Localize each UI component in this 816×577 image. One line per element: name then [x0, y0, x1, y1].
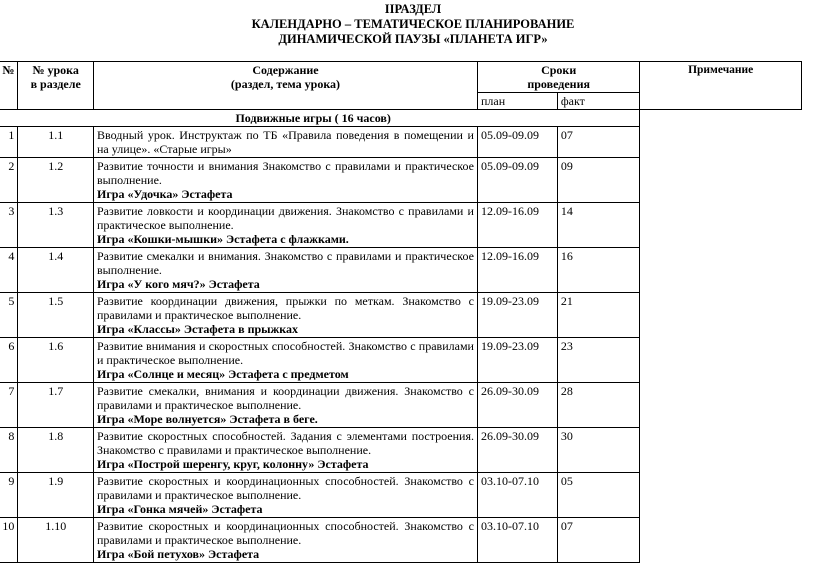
plan-dates: 26.09-30.09: [477, 383, 557, 428]
document-heading: [0, 2, 816, 47]
lesson-game: Игра «Бой петухов» Эстафета: [97, 547, 260, 561]
lesson-number: 1.9: [18, 473, 94, 518]
table-row: [0, 293, 802, 338]
table-row: [0, 248, 802, 293]
lesson-game: Игра «Построй шеренгу, круг, колонну» Эстафета: [97, 457, 369, 471]
fact-date: 07: [557, 127, 639, 158]
lesson-number: 1.6: [18, 338, 94, 383]
table-row: [0, 518, 802, 563]
table-row: [0, 158, 802, 203]
header-content: Содержание (раздел, тема урока): [94, 62, 478, 110]
lesson-plan-table: [0, 61, 802, 563]
plan-dates: 19.09-23.09: [477, 338, 557, 383]
lesson-content: [94, 383, 478, 428]
lesson-game: Игра «Солнце и месяц» Эстафета с предметом: [97, 367, 349, 381]
row-number: 10: [0, 518, 18, 563]
lesson-content: [94, 338, 478, 383]
header-num: №: [0, 62, 18, 110]
row-number: 4: [0, 248, 18, 293]
plan-dates: 12.09-16.09: [477, 248, 557, 293]
header-fact: факт: [557, 93, 639, 110]
header-terms: Сроки проведения: [477, 62, 639, 93]
table-row: [0, 473, 802, 518]
plan-dates: 03.10-07.10: [477, 518, 557, 563]
lesson-content: [94, 203, 478, 248]
table-row: [0, 338, 802, 383]
row-number: 1: [0, 127, 18, 158]
plan-dates: 05.09-09.09: [477, 158, 557, 203]
lesson-number: 1.7: [18, 383, 94, 428]
fact-date: 05: [557, 473, 639, 518]
lesson-game: Игра «Классы» Эстафета в прыжках: [97, 322, 298, 336]
section-row: [0, 110, 802, 127]
lesson-description: Развитие скоростных и координационных способностей. Знакомство с правилами и практическое выполнение.: [97, 474, 474, 502]
row-number: 2: [0, 158, 18, 203]
fact-date: 21: [557, 293, 639, 338]
header-lesson: № урока в разделе: [18, 62, 94, 110]
lesson-content: [94, 248, 478, 293]
fact-date: 14: [557, 203, 639, 248]
lesson-description: Развитие координации движения, прыжки по меткам. Знакомство с правилами и практическое выполнение.: [97, 294, 474, 322]
fact-date: 07: [557, 518, 639, 563]
lesson-number: 1.4: [18, 248, 94, 293]
header-note: Примечание: [640, 62, 802, 110]
lesson-number: 1.8: [18, 428, 94, 473]
lesson-description: Развитие скоростных и координационных способностей. Знакомство с правилами и практическое выполнение.: [97, 519, 474, 547]
lesson-number: 1.5: [18, 293, 94, 338]
lesson-content: [94, 428, 478, 473]
lesson-game: Игра «У кого мяч?» Эстафета: [97, 277, 260, 291]
lesson-number: 1.2: [18, 158, 94, 203]
plan-dates: 12.09-16.09: [477, 203, 557, 248]
lesson-description: Развитие смекалки и внимания. Знакомство с правилами и практическое выполнение.: [97, 249, 474, 277]
lesson-number: 1.3: [18, 203, 94, 248]
plan-dates: 26.09-30.09: [477, 428, 557, 473]
fact-date: 23: [557, 338, 639, 383]
heading-title: КАЛЕНДАРНО – ТЕМАТИЧЕСКОЕ ПЛАНИРОВАНИЕ: [251, 17, 575, 31]
lesson-content: [94, 158, 478, 203]
table-row: [0, 127, 802, 158]
lesson-content: [94, 473, 478, 518]
row-number: 8: [0, 428, 18, 473]
lesson-number: 1.1: [18, 127, 94, 158]
lesson-content: [94, 293, 478, 338]
table-row: [0, 203, 802, 248]
lesson-description: Развитие скоростных способностей. Задания с элементами построения. Знакомство с правилами и практическое выполнение.: [97, 429, 474, 457]
lesson-game: Игра «Кошки-мышки» Эстафета с флажками.: [97, 232, 349, 246]
plan-dates: 19.09-23.09: [477, 293, 557, 338]
fact-date: 28: [557, 383, 639, 428]
row-number: 3: [0, 203, 18, 248]
lesson-game: Игра «Море волнуется» Эстафета в беге.: [97, 412, 318, 426]
lesson-description: Вводный урок. Инструктаж по ТБ «Правила поведения в помещении и на улице». «Старые игры»: [97, 128, 474, 156]
lesson-content: [94, 518, 478, 563]
lesson-game: Игра «Гонка мячей» Эстафета: [97, 502, 263, 516]
lesson-game: Игра «Удочка» Эстафета: [97, 187, 233, 201]
fact-date: 09: [557, 158, 639, 203]
fact-date: 16: [557, 248, 639, 293]
fact-date: 30: [557, 428, 639, 473]
section-title: Подвижные игры ( 16 часов): [0, 110, 640, 127]
heading-subtitle: ДИНАМИЧЕСКОЙ ПАУЗЫ «ПЛАНЕТА ИГР»: [278, 32, 548, 46]
lesson-description: Развитие точности и внимания Знакомство с правилами и практическое выполнение.: [97, 159, 474, 187]
row-number: 6: [0, 338, 18, 383]
heading-section: IIРАЗДЕЛ: [384, 2, 442, 16]
lesson-description: Развитие внимания и скоростных способностей. Знакомство с правилами и практическое выполнение.: [97, 339, 474, 367]
table-row: [0, 428, 802, 473]
header-plan: план: [477, 93, 557, 110]
row-number: 5: [0, 293, 18, 338]
row-number: 9: [0, 473, 18, 518]
row-number: 7: [0, 383, 18, 428]
lesson-description: Развитие ловкости и координации движения. Знакомство с правилами и практическое выполнение.: [97, 204, 474, 232]
lesson-number: 1.10: [18, 518, 94, 563]
lesson-content: [94, 127, 478, 158]
plan-dates: 03.10-07.10: [477, 473, 557, 518]
table-row: [0, 383, 802, 428]
lesson-description: Развитие смекалки, внимания и координации движения. Знакомство с правилами и практическое выполнение.: [97, 384, 474, 412]
plan-dates: 05.09-09.09: [477, 127, 557, 158]
